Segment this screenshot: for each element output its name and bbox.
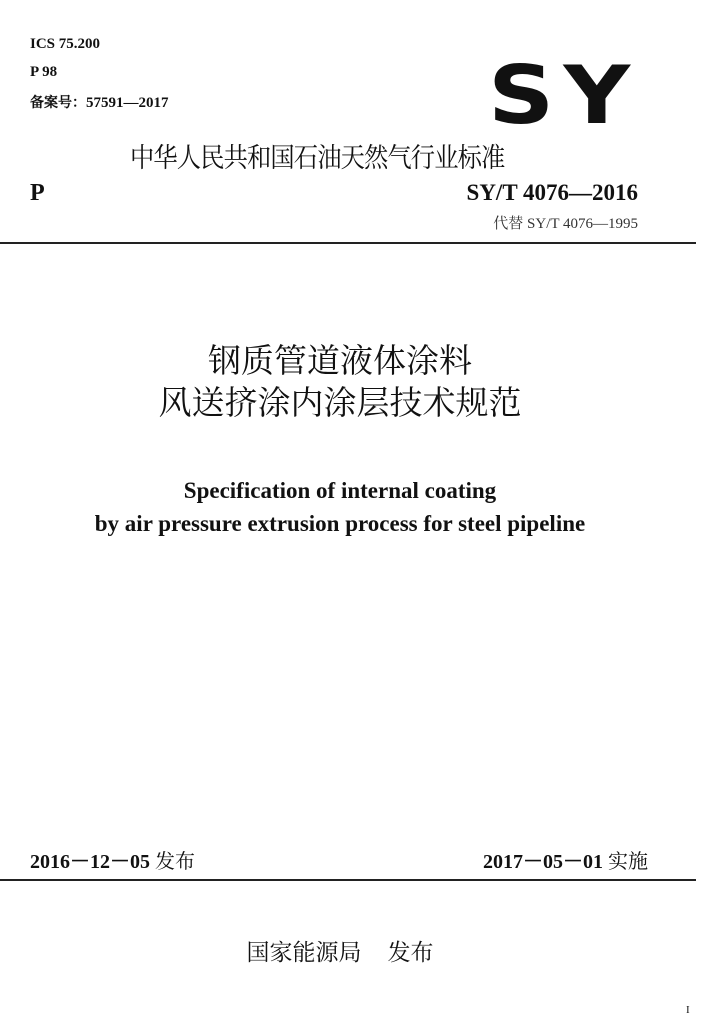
publish-label: 发布 — [387, 940, 434, 966]
page-number: I — [686, 1004, 690, 1016]
chinese-title — [0, 340, 680, 424]
standard-number: SY/T 4076—2016 — [466, 180, 638, 205]
top-divider — [0, 242, 696, 244]
publisher — [0, 934, 680, 967]
implementation-date — [483, 845, 648, 874]
chinese-title-line-2: 风送挤涂内涂层技术规范 — [158, 383, 522, 422]
replaces-standard — [493, 212, 638, 233]
implementation-label: 实施 — [608, 849, 648, 873]
issue-date-value: 2016－12－05 — [30, 851, 150, 873]
issue-label: 发布 — [155, 849, 195, 873]
record-value: 57591—2017 — [86, 95, 169, 111]
industry-standard-title: 中华人民共和国石油天然气行业标准 — [130, 143, 505, 174]
bottom-divider — [0, 879, 696, 881]
ics-code: ICS 75.200 — [30, 36, 101, 52]
sy-logo: SY — [488, 49, 640, 142]
replaces-number: SY/T 4076—1995 — [527, 216, 638, 232]
publisher-name: 国家能源局 — [246, 940, 362, 966]
issue-date — [30, 845, 195, 874]
implementation-date-value: 2017－05－01 — [483, 851, 603, 873]
p-code: P 98 — [30, 64, 58, 80]
replaces-label: 代替 — [493, 214, 524, 232]
chinese-title-line-1: 钢质管道液体涂料 — [208, 341, 472, 380]
record-number — [30, 92, 169, 112]
english-title — [0, 474, 680, 540]
record-label: 备案号： — [30, 95, 86, 111]
english-title-line-1: Specification of internal coating — [183, 478, 497, 503]
category-letter: P — [30, 180, 45, 206]
english-title-line-2: by air pressure extrusion process for steel pipeline — [94, 511, 586, 536]
